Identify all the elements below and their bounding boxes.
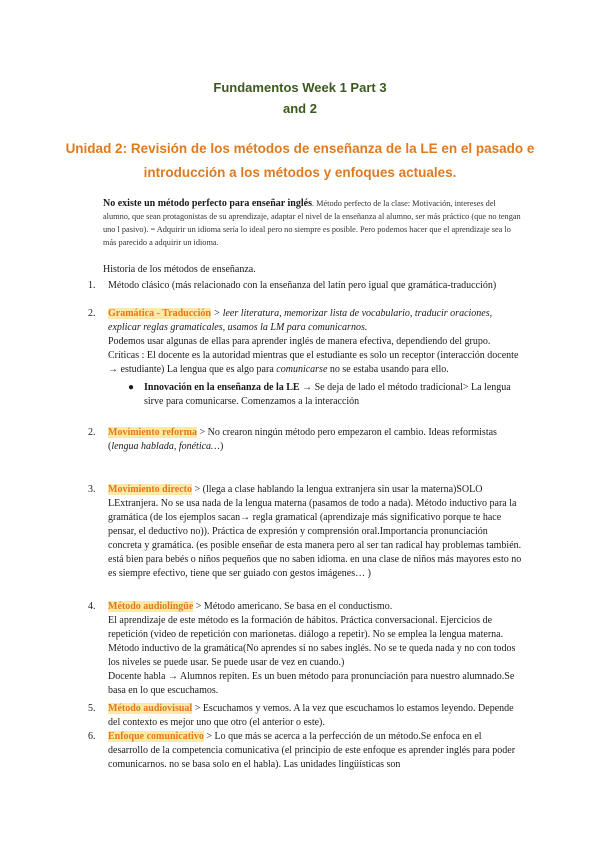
method-name-highlight: Gramática - Traducción: [108, 308, 211, 319]
document-title-line1: Fundamentos Week 1 Part 3: [213, 80, 387, 95]
list-item: 6. Enfoque comunicativo > Lo que más se acerca a la perfección de un método.Se enfoca en el desarrollo de la competencia comunicativa (el principio de este enfoque es aprender inglés para poder comunicarnos. no se basa solo en el habla). Las unidades lingüísticas son: [88, 731, 516, 770]
method-name-highlight: Movimiento reforma: [108, 427, 197, 438]
list-item-criticism: Críticas : El docente es la autoridad mientras que el estudiante es solo un receptor (interacción docente → estudiante) La lengua que es algo para comunicarse no se estaba usando para ello.: [108, 350, 519, 375]
list-item-text: Método clásico (más relacionado con la enseñanza del latín pero igual que gramática-traducción): [108, 280, 497, 291]
method-name-highlight: Método audiolingüe: [108, 601, 194, 612]
list-item: 2. Movimiento reforma > No crearon ningún método pero empezaron el cambio. Ideas reformistas (lengua hablada, fonética…): [88, 427, 497, 452]
list-number: 5.: [88, 703, 96, 714]
intro-bold: No existe un método perfecto para enseñar inglés: [103, 198, 312, 209]
list-number: 1.: [88, 280, 96, 291]
list-number: 3.: [88, 484, 96, 495]
unit-heading: [60, 137, 540, 185]
document-title-line2: and 2: [283, 101, 317, 116]
list-item: [88, 307, 524, 377]
unit-heading-line1: Unidad 2: Revisión de los métodos de enseñanza de la LE en el pasado e: [65, 141, 535, 156]
intro-paragraph: [103, 197, 523, 249]
bullet-text: → Se deja de lado el método tradicional> La lengua sirve para comunicarse. Comenzamos a la interacción: [144, 382, 511, 407]
method-name-highlight: Enfoque comunicativo: [108, 731, 204, 742]
list-number: 6.: [88, 731, 96, 742]
bullet-bold: Innovación en la enseñanza de la LE: [144, 382, 300, 393]
list-number: 2.: [88, 308, 96, 319]
list-item-italic: > leer literatura, memorizar lista de vocabulario, traducir oraciones, explicar reglas gramaticales, usamos la LM para comunicarnos.: [108, 308, 493, 333]
unit-heading-line2: introducción a los métodos y enfoques actuales.: [143, 165, 457, 180]
list-number: 4.: [88, 601, 96, 612]
method-name-highlight: Movimiento directo: [108, 484, 192, 495]
list-item-body: [108, 307, 524, 377]
list-item: [88, 279, 524, 293]
list-item: 4. Método audiolingüe > Método americano. Se basa en el conductismo. El aprendizaje de este método es la formación de hábitos. Práctica conversacional. Ejercicios de repetición (video de repetición con marionetas. diálogo a repetir). No se emplea la lengua materna. Método inductivo de la gramática(No aprendes si no sabes inglés. No se te queda nada y no con todos los niveles se puede usar. Se puede usar de vez en cuando.) Docente habla → Alumnos repiten. Es un buen método para pronunciación para nuestro alumnado.Se basa en lo que escuchamos.: [88, 601, 516, 696]
list-item-text: Podemos usar algunas de ellas para aprender inglés de manera efectiva, dependiendo del grupo.: [108, 336, 491, 347]
list-item: 5. Método audiovisual > Escuchamos y vemos. A la vez que escuchamos lo estamos leyendo. Depende del contexto es mejor uno que otro (el anterior o este).: [88, 703, 514, 728]
method-name-highlight: Método audiovisual: [108, 703, 193, 714]
bullet-dot: ●: [128, 382, 135, 393]
history-heading: Historia de los métodos de enseñanza.: [103, 264, 256, 275]
bullet-item: [128, 381, 528, 409]
list-item: 3. Movimiento directo > (llega a clase hablando la lengua extranjera sin usar la materna)SOLO LExtranjera. No se usa nada de la lengua materna (pasamos de todo a nada). Método inductivo para la gramática (de los ejemplos sacan→ regla gramatical (aprendizaje más significativo porque te hace pensar, el deductivo no)). Práctica de expresión y comprensión oral.Importancia pronunciación concreta y gramática. (es posible enseñar de esta manera pero al ser tan radical hay problemas también. está bien para bebés o niños pequeños que no saben idioma. en una clase de niños más mayores esto no es siempre efectivo, tiene que ser guiado con gestos imágenes… ): [88, 484, 522, 579]
intro-text: . Método perfecto de la clase: Motivación, intereses del alumno, que sean protagonistas de su aprendizaje, adaptar el nivel de la enseñanza al alumno, ser más práctico (que no tengan uno l pasivo). = Adquirir un idioma sería lo ideal pero no siempre es posible. Pero podemos hacer que el aprendizaje sea lo más parecido a adquirir un idioma.: [103, 199, 521, 247]
list-number: 2.: [88, 427, 96, 438]
